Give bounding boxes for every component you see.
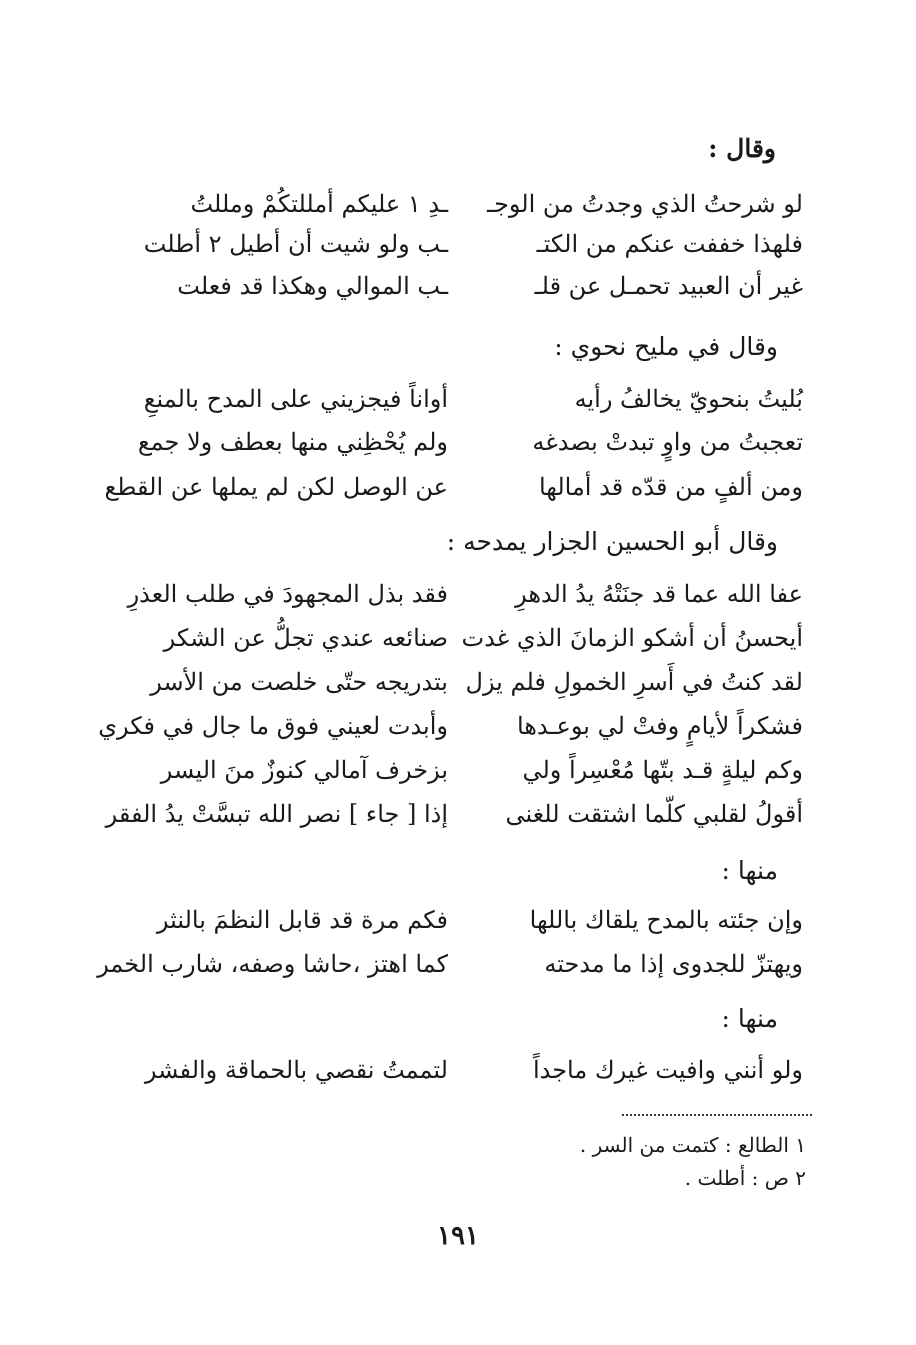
verse-first-hemistich: ويهتزّ للجدوى إذا ما مدحته: [544, 950, 803, 978]
verse-first-hemistich: أقولُ لقلبي كلّما اشتقت للغنى: [505, 800, 803, 828]
verse-first-hemistich: بُليتُ بنحويّ يخالفُ رأيه: [574, 385, 803, 413]
verse-first-hemistich: غير أن العبيد تحمـل عن قلـ: [534, 272, 803, 300]
verse-second-hemistich: أواناً فيجزيني على المدح بالمنعِ: [143, 385, 448, 413]
verse-second-hemistich: إذا [ جاء ] نصر الله تبسَّتْ يدُ الفقر: [105, 800, 448, 828]
verse-first-hemistich: وإن جئته بالمدح يلقاك باللها: [529, 906, 803, 934]
verse-second-hemistich: وأبدت لعيني فوق ما جال في فكري: [98, 712, 448, 740]
verse-second-hemistich: عن الوصل لكن لم يملها عن القطع: [104, 473, 448, 501]
verse-first-hemistich: ومن ألفٍ من قدّه قد أمالها: [538, 473, 803, 501]
verse-first-hemistich: لو شرحتُ الذي وجدتُ من الوجـ: [487, 190, 803, 218]
verse-intro: وقال في مليح نحوي :: [554, 332, 778, 361]
footnote: ١ الطالع : كتمت من السر .: [579, 1133, 806, 1157]
verse-first-hemistich: عفا الله عما قد جنَتْهُ يدُ الدهرِ: [515, 580, 803, 608]
verse-first-hemistich: فلهذا خففت عنكم من الكتـ: [536, 230, 803, 258]
verse-second-hemistich: كما اهتز ،حاشا وصفه، شارب الخمر: [97, 950, 448, 978]
verse-second-hemistich: فكم مرة قد قابل النظمَ بالنثر: [156, 906, 448, 934]
verse-second-hemistich: بتدريجه حتّى خلصت من الأسر: [150, 668, 448, 696]
verse-second-hemistich: ـب الموالي وهكذا قد فعلت: [177, 272, 448, 300]
verse-second-hemistich: لتممتُ نقصي بالحماقة والفشر: [144, 1056, 448, 1084]
verse-intro: وقال :: [708, 134, 776, 163]
verse-first-hemistich: أيحسنُ أن أشكو الزمانَ الذي غدت: [461, 624, 803, 652]
verse-first-hemistich: وكم ليلةٍ قـد بتّها مُعْسِراً ولي: [522, 756, 803, 784]
verse-first-hemistich: لقد كنتُ في أَسرِ الخمولِ فلم يزل: [465, 668, 803, 696]
verse-second-hemistich: فقد بذل المجهودَ في طلب العذرِ: [127, 580, 448, 608]
verse-second-hemistich: ـب ولو شيت أن أطيل ٢ أطلت: [143, 230, 448, 258]
verse-intro: وقال أبو الحسين الجزار يمدحه :: [446, 527, 778, 556]
verse-second-hemistich: صنائعه عندي تجلُّ عن الشكر: [163, 624, 448, 652]
footnote-separator: [622, 1114, 812, 1116]
verse-first-hemistich: تعجبتُ من واوٍ تبدتْ بصدغه: [532, 428, 803, 456]
verse-first-hemistich: ولو أنني وافيت غيرك ماجداً: [532, 1056, 803, 1084]
verse-intro: منها :: [721, 856, 778, 885]
verse-intro: منها :: [721, 1004, 778, 1033]
verse-second-hemistich: ولم يُحْظِني منها بعطف ولا جمع: [137, 428, 448, 456]
footnote: ٢ ص : أطلت .: [684, 1166, 806, 1190]
verse-first-hemistich: فشكراً لأيامٍ وفتْ لي بوعـدها: [516, 712, 803, 740]
verse-second-hemistich: ـدِ ١ عليكم أمللتكُمْ ومللتُ: [190, 190, 448, 218]
verse-second-hemistich: بزخرف آمالي كنوزٌ منَ اليسر: [160, 756, 448, 784]
page-number: ١٩١: [437, 1221, 479, 1251]
